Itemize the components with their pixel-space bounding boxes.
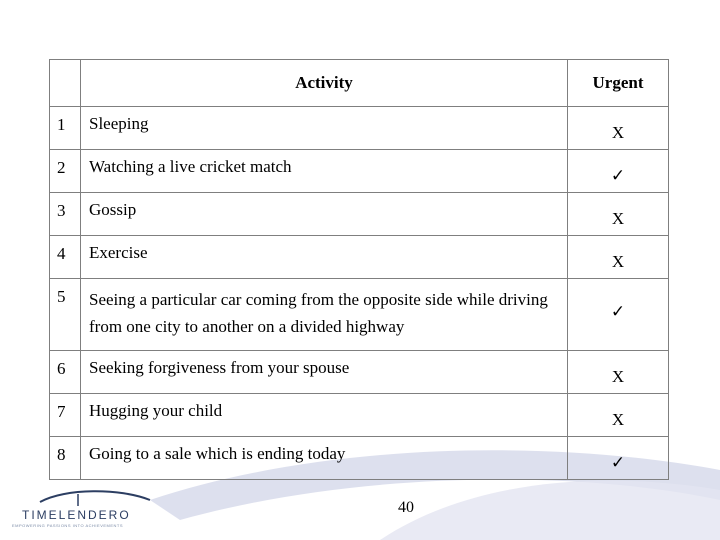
row-activity: Watching a live cricket match bbox=[81, 150, 568, 193]
row-number: 5 bbox=[50, 279, 81, 351]
activity-table bbox=[49, 59, 669, 480]
row-number: 4 bbox=[50, 236, 81, 279]
row-urgent-mark: X bbox=[568, 236, 669, 279]
row-urgent-mark: ✓ bbox=[568, 279, 669, 351]
row-number: 2 bbox=[50, 150, 81, 193]
company-logo-tagline: EMPOWERING PASSIONS INTO ACHIEVEMENTS bbox=[12, 523, 124, 528]
row-urgent-mark: X bbox=[568, 394, 669, 437]
row-number: 7 bbox=[50, 394, 81, 437]
row-activity: Seeking forgiveness from your spouse bbox=[81, 351, 568, 394]
company-logo-text: TIMELENDERO bbox=[22, 508, 131, 522]
header-activity: Activity bbox=[81, 60, 568, 107]
row-activity: Gossip bbox=[81, 193, 568, 236]
row-urgent-mark: ✓ bbox=[568, 150, 669, 193]
table-row bbox=[50, 437, 669, 480]
page-number: 40 bbox=[398, 499, 414, 516]
row-activity: Exercise bbox=[81, 236, 568, 279]
row-number: 1 bbox=[50, 107, 81, 150]
row-number: 6 bbox=[50, 351, 81, 394]
row-activity: Sleeping bbox=[81, 107, 568, 150]
table-row bbox=[50, 150, 669, 193]
header-urgent: Urgent bbox=[568, 60, 669, 107]
table-header-row bbox=[50, 60, 669, 107]
row-activity: Going to a sale which is ending today bbox=[81, 437, 568, 480]
table-row bbox=[50, 107, 669, 150]
row-activity: Seeing a particular car coming from the opposite side while driving from one city to another on a divided highway bbox=[81, 279, 568, 351]
row-number: 3 bbox=[50, 193, 81, 236]
table-row bbox=[50, 236, 669, 279]
row-urgent-mark: X bbox=[568, 107, 669, 150]
row-urgent-mark: ✓ bbox=[568, 437, 669, 480]
table-row bbox=[50, 193, 669, 236]
header-number bbox=[50, 60, 81, 107]
row-urgent-mark: X bbox=[568, 351, 669, 394]
table-row bbox=[50, 279, 669, 351]
row-activity: Hugging your child bbox=[81, 394, 568, 437]
table-row bbox=[50, 351, 669, 394]
row-urgent-mark: X bbox=[568, 193, 669, 236]
table-row bbox=[50, 394, 669, 437]
row-number: 8 bbox=[50, 437, 81, 480]
